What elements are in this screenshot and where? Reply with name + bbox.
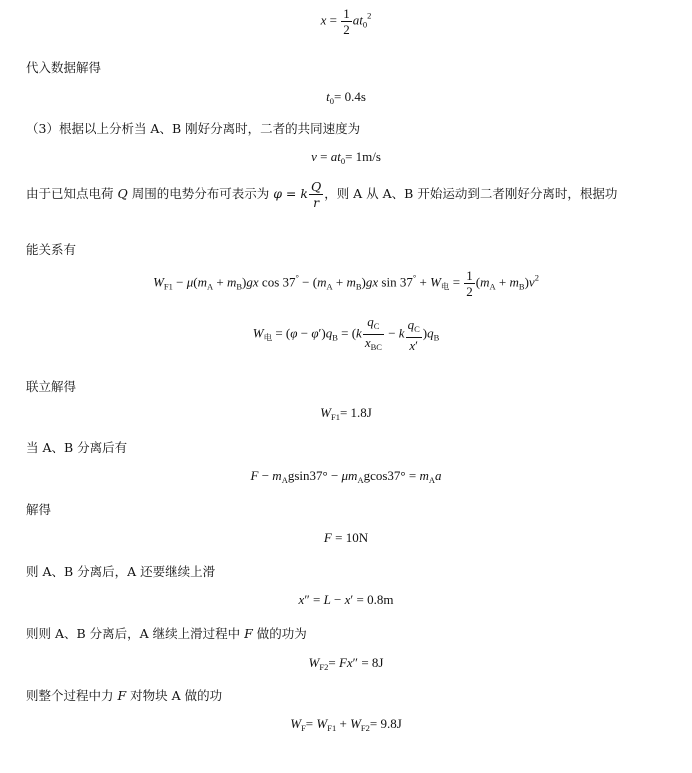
- equation-wf-total: $W_F= W_{F1} + W_{F2}= 9.8J$: [290, 716, 402, 733]
- text-solve-together: 联立解得: [26, 379, 77, 394]
- equation-wf2: $W_{F2}= Fx'' = 8J$: [308, 655, 384, 672]
- equation-x-double-prime: x″ = L − x′ = 0.8m: [298, 592, 394, 607]
- equation-newton: $F - m_Agsin37^\circ - \mu m_Agcos37^\circ = m_Aa$: [250, 468, 442, 485]
- text-after-separation: 当 A、B 分离后有: [26, 440, 128, 455]
- equation-wf1: $W_{F1}= 1.8J$: [320, 405, 372, 422]
- equation-velocity: $v = at_0= 1m/s$: [311, 149, 381, 166]
- text-substitute: 代入数据解得: [26, 60, 102, 75]
- text-part3: （3）根据以上分析当 A、B 刚好分离时，二者的共同速度为: [26, 121, 361, 136]
- text-solve: 解得: [26, 502, 52, 517]
- text-potential-line2: 能关系有: [26, 242, 77, 257]
- equation-force: F = 10N: [323, 530, 369, 545]
- text-work-f: 则则 A、B 分离后，A 继续上滑过程中 F 做的功为: [26, 626, 307, 641]
- equation-t0: $t_0= 0.4s$: [326, 89, 366, 106]
- equation-displacement: x = $\frac{1}{2}$ $at_0^2$: [320, 6, 372, 37]
- equation-energy: $W_{F1} - \mu(m_A + m_B)gx$ $\cos 37^\circ - (m_A + m_B)gx$ $\sin 37^\circ + W_电$ = $\frac{1}{2}$ $(m_A + m_B)v^2$: [153, 268, 539, 299]
- text-continue-up: 则 A、B 分离后，A 还要继续上滑: [26, 564, 216, 579]
- text-total-work: 则整个过程中力 F 对物块 A 做的功: [26, 688, 223, 703]
- text-potential-line1: 由于已知点电荷 Q 周围的电势分布可表示为 φ = k $\frac{Q}{r}$ ，则 A 从 A、B 开始运动到二者刚好分离时，根据功: [26, 179, 618, 210]
- equation-electric-work: $W_电 = (\varphi - \varphi')q_B = (k$ $\frac{q_C}{x_{BC}}$ − k $\frac{q_C}{x'}$ )$q_B$: [252, 314, 440, 353]
